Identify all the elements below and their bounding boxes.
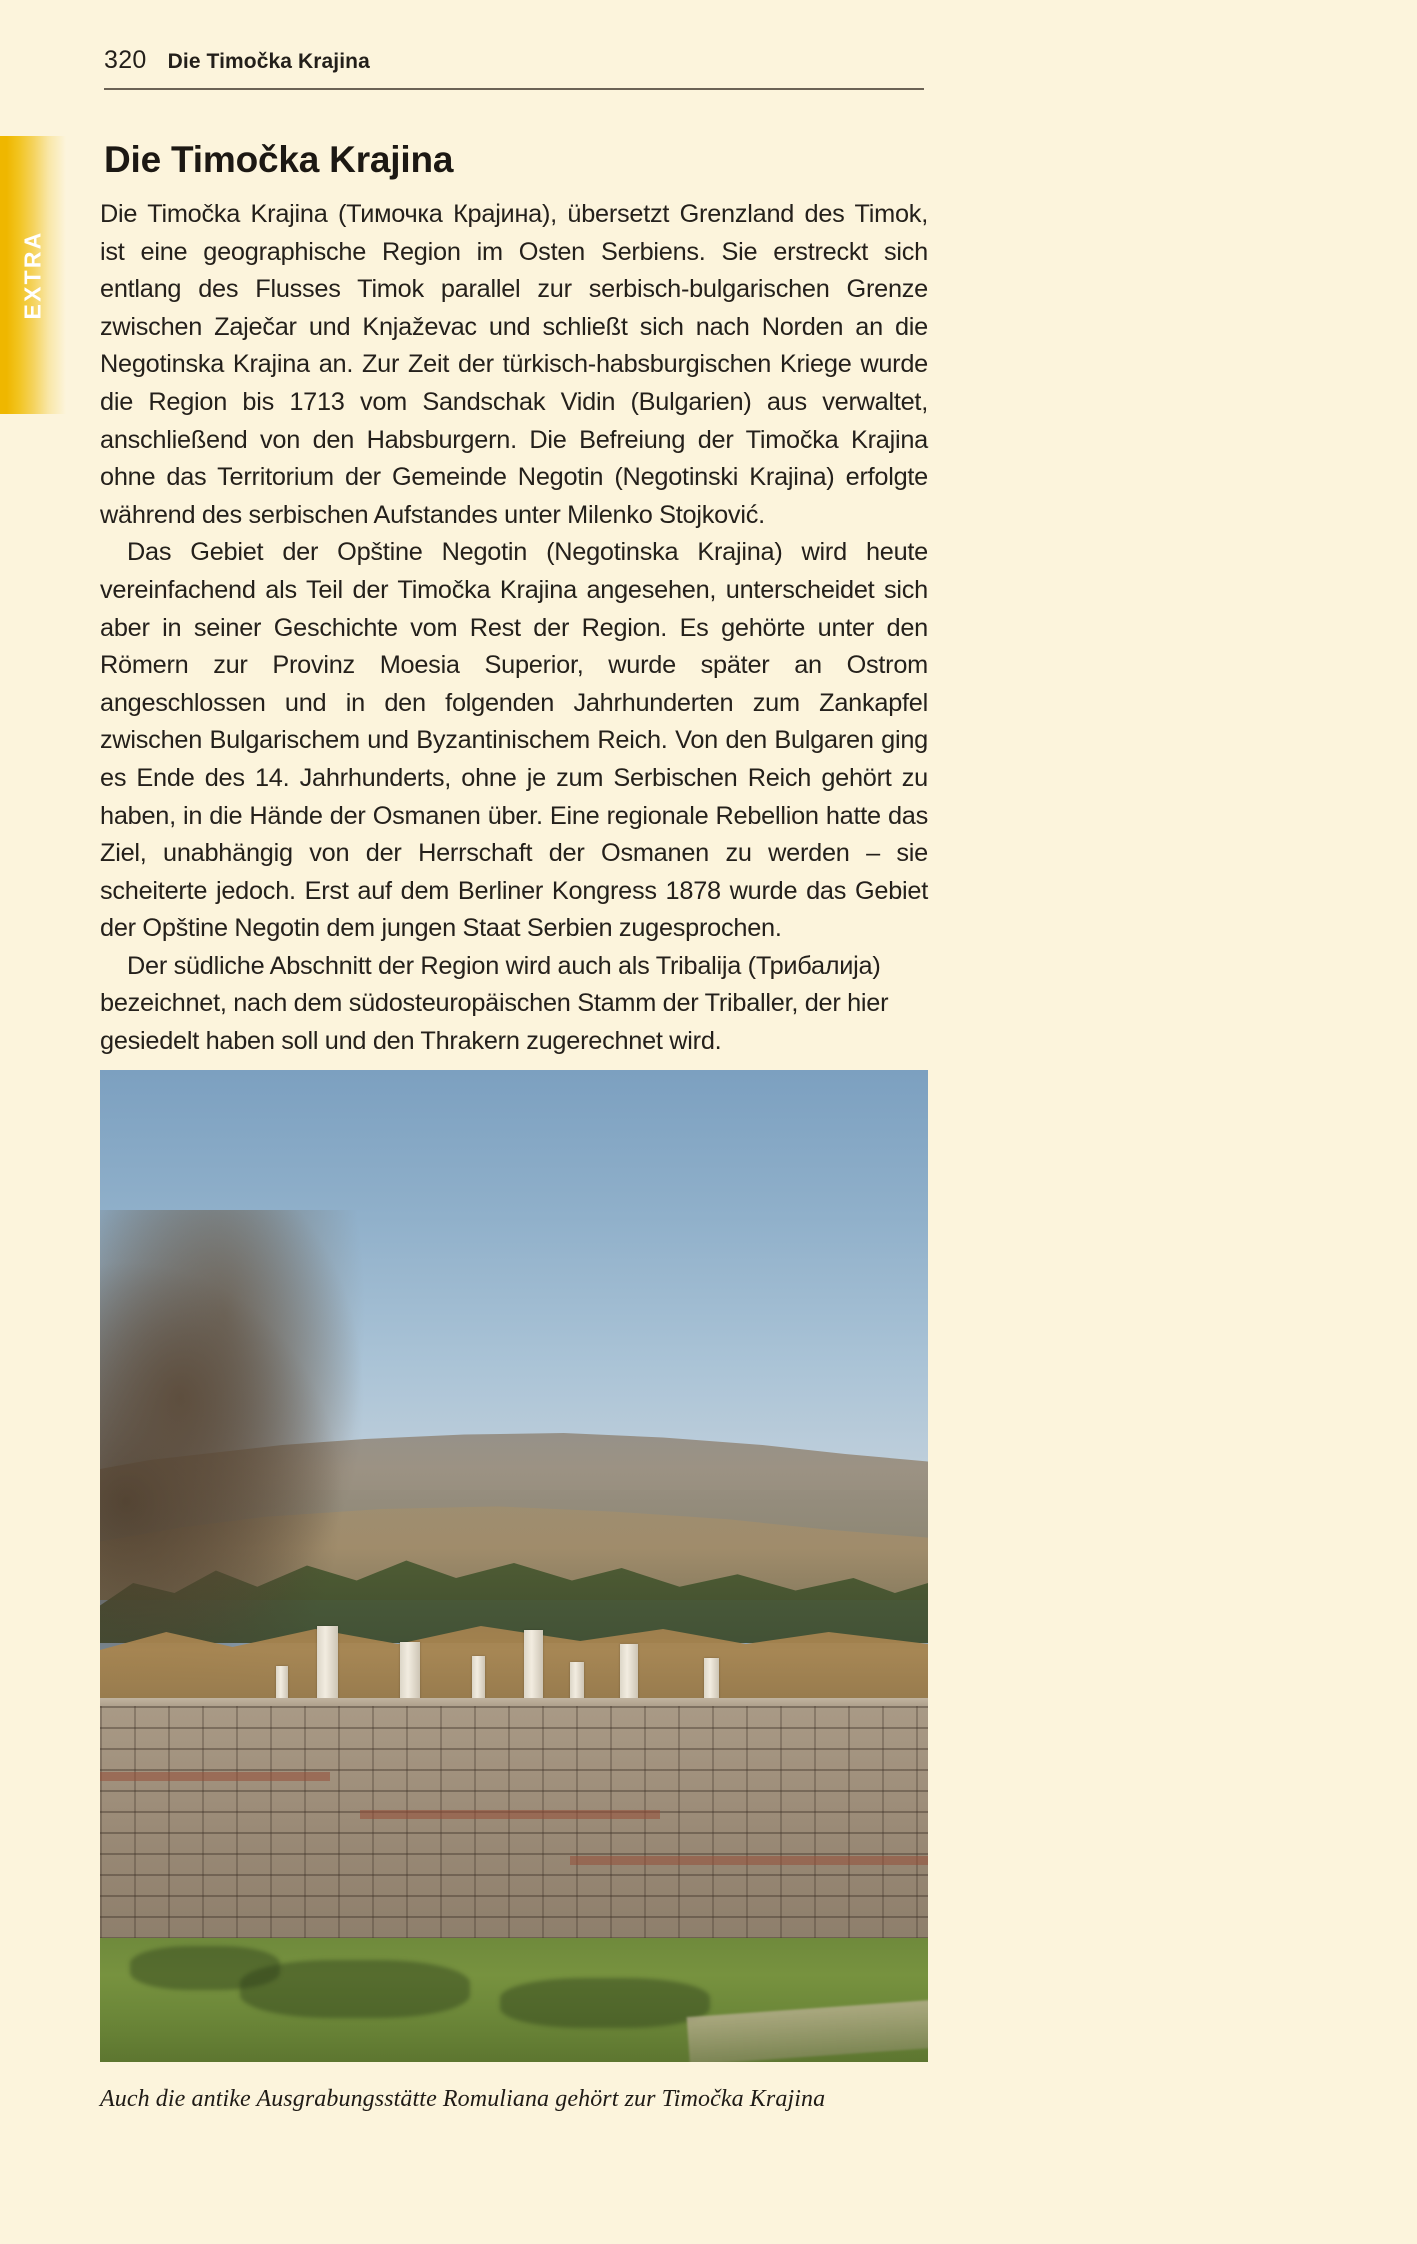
- paragraph-3: Der südliche Abschnitt der Region wird auch als Tribalija (Трибалија) bezeichnet, nach dem südosteuropäischen Stamm der Triballer, der hier gesiedelt haben soll und den Thrakern zugerechnet wird.: [100, 951, 889, 1056]
- extra-side-tab: [0, 136, 66, 414]
- photo-brick-course: [100, 1772, 330, 1781]
- extra-tab-label: EXTRA: [19, 230, 46, 320]
- paragraph-1: Die Timočka Krajina (Тимочка Крајина), übersetzt Grenzland des Timok, ist eine geographische Region im Osten Serbiens. Sie erstreckt sich entlang des Flusses Timok parallel zur serbisch-bulgarischen Grenze zwischen Zaječar und Knjaževac und schließt sich nach Norden an die Negotinska Krajina an. Zur Zeit der türkisch-habsburgischen Kriege wurde die Region bis 1713 vom Sandschak Vidin (Bulgarien) aus verwaltet, anschließend von den Habsburgern. Die Befreiung der Timočka Krajina ohne das Territorium der Gemeinde Negotin (Negotinski Krajina) erfolgte während des serbischen Aufstandes unter Milenko Stojković.: [100, 200, 928, 529]
- photo-brick-course: [360, 1810, 660, 1819]
- paragraph-2: Das Gebiet der Opštine Negotin (Negotinska Krajina) wird heute vereinfachend als Teil der Timočka Krajina angesehen, unterscheidet sich aber in seiner Geschichte vom Rest der Region. Es gehörte unter den Römern zur Provinz Moesia Superior, wurde später an Ostrom angeschlossen und in den folgenden Jahrhunderten zum Zankapfel zwischen Bulgarischem und Byzantinischem Reich. Von den Bulgaren ging es Ende des 14. Jahrhunderts, ohne je zum Serbischen Reich gehört zu haben, in die Hände der Osmanen über. Eine regionale Rebellion hatte das Ziel, unabhängig von der Herrschaft der Osmanen zu werden – sie scheiterte jedoch. Erst auf dem Berliner Kongress 1878 wurde das Gebiet der Opštine Negotin dem jungen Staat Serbien zugesprochen.: [100, 538, 928, 943]
- photo-ruin-wall: [100, 1706, 928, 1944]
- running-head-title: Die Timočka Krajina: [167, 50, 370, 73]
- page-title: Die Timočka Krajina: [104, 138, 454, 180]
- photo-foreground-grass: [100, 1938, 928, 2062]
- photo-tree-shadow: [130, 1946, 280, 1990]
- photo-bare-trees: [100, 1210, 390, 1680]
- figure-caption: Auch die antike Ausgrabungsstätte Romuliana gehört zur Timočka Krajina: [100, 2086, 826, 2112]
- photo-gravel-path: [687, 1999, 928, 2062]
- photo-brick-course: [570, 1856, 928, 1865]
- photo-tree-shadow: [500, 1978, 710, 2028]
- photo-romuliana: [100, 1070, 928, 2062]
- article-body: [100, 196, 928, 1061]
- figure: [100, 1070, 928, 2062]
- running-head: [104, 46, 924, 90]
- page-number: 320: [104, 46, 147, 74]
